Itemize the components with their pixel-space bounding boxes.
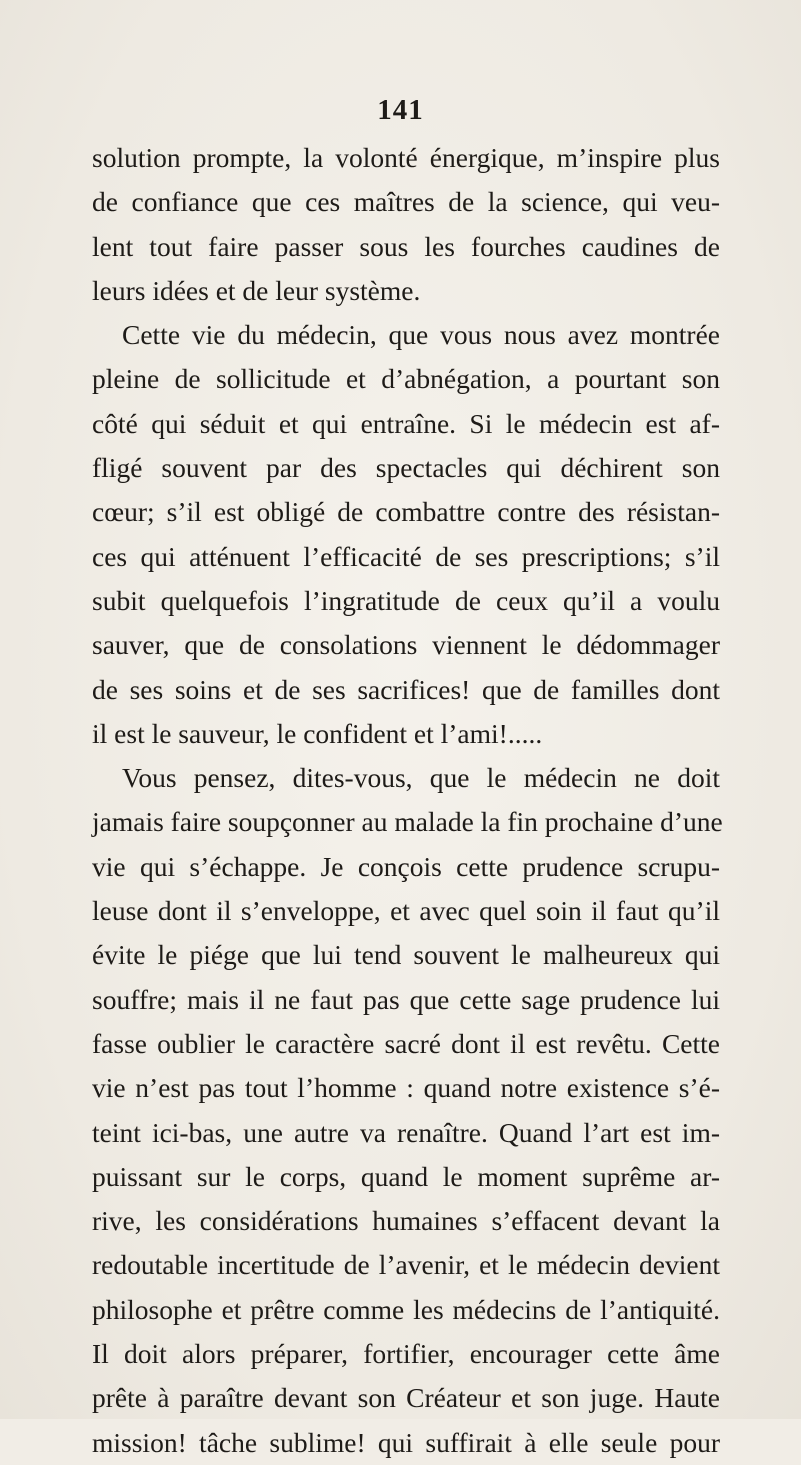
text-line: philosophe et prêtre comme les médecins de l’antiquité. (92, 1293, 720, 1325)
text-line: Vous pensez, dites-vous, que le médecin ne doit (122, 762, 720, 794)
text-line: rive, les considérations humaines s’effacent devant la (92, 1205, 720, 1237)
text-line: vie qui s’échappe. Je conçois cette prudence scrupu- (92, 850, 720, 882)
text-line: leuse dont il s’enveloppe, et avec quel soin il faut qu’il (92, 895, 720, 927)
text-line: souffre; mais il ne faut pas que cette sage prudence lui (92, 983, 720, 1015)
text-line: fasse oublier le caractère sacré dont il est revêtu. Cette (92, 1027, 720, 1059)
text-line: sauver, que de consolations viennent le dédommager (92, 629, 720, 661)
text-line: pleine de sollicitude et d’abnégation, a pourtant son (92, 363, 720, 395)
text-line: de confiance que ces maîtres de la science, qui veu- (92, 186, 720, 218)
page-number: 141 (377, 94, 424, 126)
text-line: prête à paraître devant son Créateur et son juge. Haute (92, 1382, 720, 1414)
text-line: mission! tâche sublime! qui suffirait à elle seule pour (92, 1426, 720, 1458)
text-line: jamais faire soupçonner au malade la fin prochaine d’une (92, 806, 723, 838)
text-line: fligé souvent par des spectacles qui déchirent son (92, 452, 720, 484)
text-line: teint ici-bas, une autre va renaître. Quand l’art est im- (92, 1116, 720, 1148)
text-line: il est le sauveur, le confident et l’ami!..... (92, 717, 543, 749)
text-line: de ses soins et de ses sacrifices! que de familles dont (92, 673, 720, 705)
text-line: côté qui séduit et qui entraîne. Si le médecin est af- (92, 407, 720, 439)
text-line: vie n’est pas tout l’homme : quand notre existence s’é- (92, 1072, 720, 1104)
text-line: Il doit alors préparer, fortifier, encourager cette âme (92, 1338, 720, 1370)
text-line: lent tout faire passer sous les fourches caudines de (92, 230, 720, 262)
text-line: cœur; s’il est obligé de combattre contre des résistan- (92, 496, 720, 528)
text-line: leurs idées et de leur système. (92, 274, 421, 306)
text-line: ces qui atténuent l’efficacité de ses prescriptions; s’il (92, 540, 720, 572)
text-line: puissant sur le corps, quand le moment suprême ar- (92, 1160, 720, 1192)
body-text (92, 136, 723, 1465)
text-line: redoutable incertitude de l’avenir, et le médecin devient (92, 1249, 720, 1281)
text-line: évite le piége que lui tend souvent le malheureux qui (92, 939, 720, 971)
text-line: subit quelquefois l’ingratitude de ceux qu’il a voulu (92, 584, 720, 616)
text-line: Cette vie du médecin, que vous nous avez montrée (122, 319, 720, 351)
text-line: solution prompte, la volonté énergique, m’inspire plus (92, 142, 720, 173)
